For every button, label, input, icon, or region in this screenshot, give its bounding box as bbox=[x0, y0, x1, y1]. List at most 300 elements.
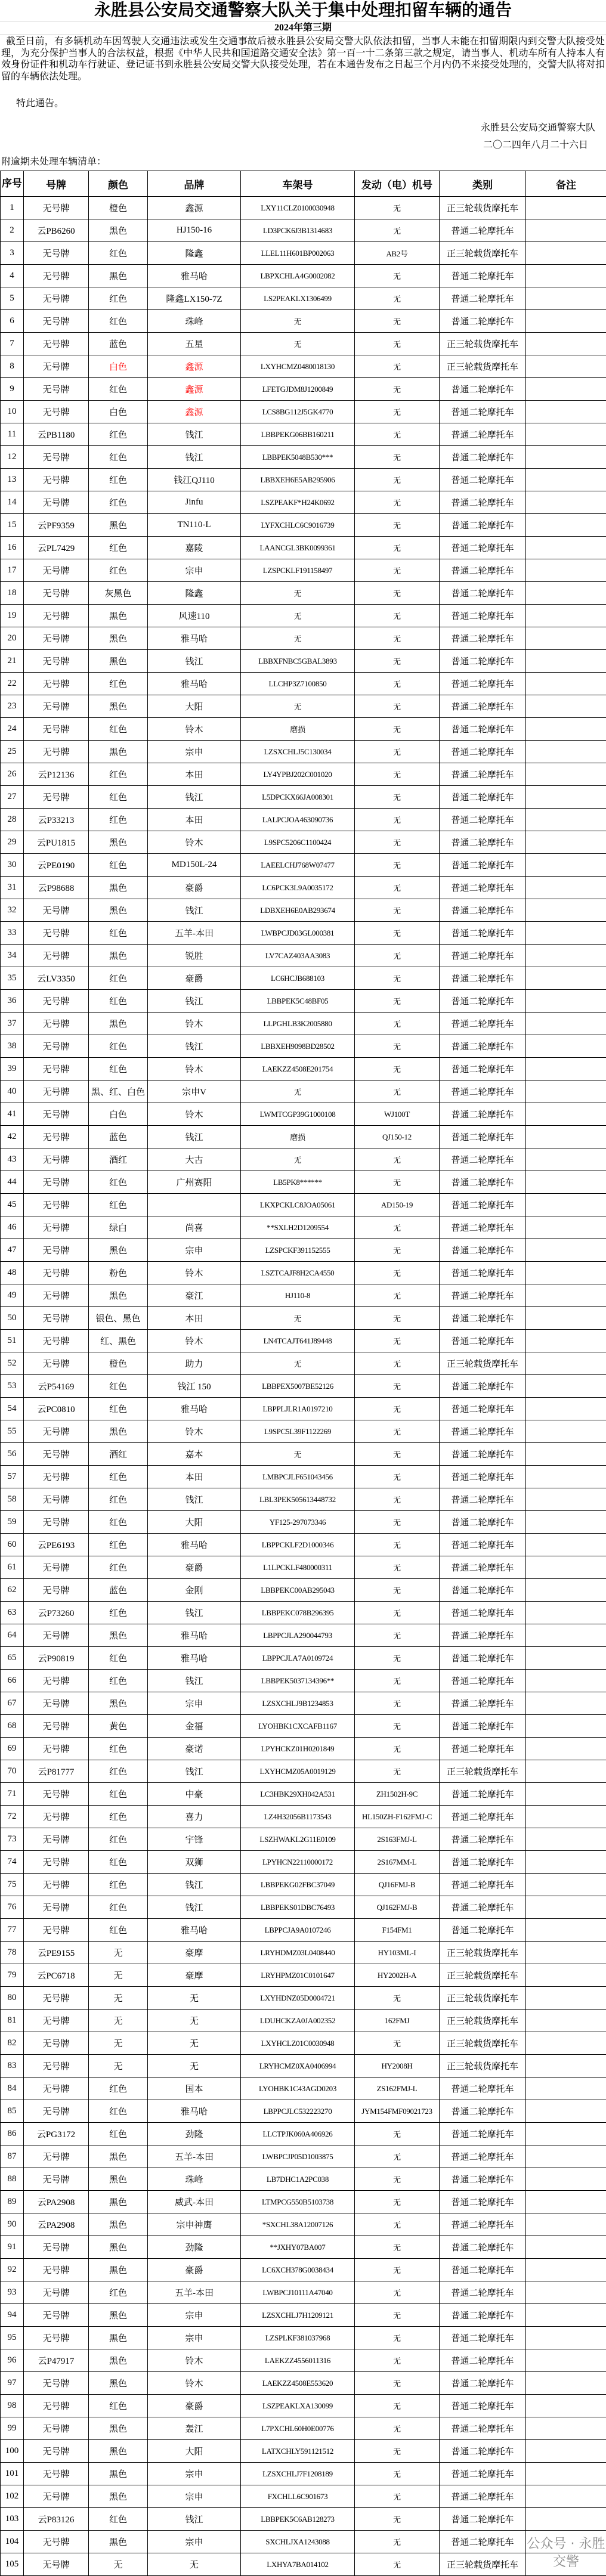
cell-brand: 宗申 bbox=[148, 2304, 241, 2327]
cell-index: 21 bbox=[1, 650, 24, 673]
cell-plate: 无号牌 bbox=[24, 673, 89, 695]
cell-index: 66 bbox=[1, 1670, 24, 1692]
cell-engine: 无 bbox=[355, 1148, 440, 1171]
cell-brand: 助力 bbox=[148, 1352, 241, 1375]
cell-engine: QJ150-12 bbox=[355, 1126, 440, 1148]
cell-brand: 雅马哈 bbox=[148, 673, 241, 695]
cell-type: 普通二轮摩托车 bbox=[440, 446, 526, 469]
cell-type: 普通二轮摩托车 bbox=[440, 2191, 526, 2213]
cell-brand: 嘉陵 bbox=[148, 537, 241, 559]
cell-vin: LSZTCAJF8H2CA4550 bbox=[241, 1262, 355, 1284]
table-row bbox=[1, 401, 606, 423]
cell-vin: LBPPCJLA7A0109724 bbox=[241, 1647, 355, 1670]
cell-index: 45 bbox=[1, 1194, 24, 1216]
cell-vin: 无 bbox=[241, 582, 355, 605]
cell-brand: 嘉本 bbox=[148, 1443, 241, 1466]
cell-plate: 无号牌 bbox=[24, 1216, 89, 1239]
cell-brand: 宗申 bbox=[148, 2463, 241, 2485]
attachment-label: 附逾期未处理车辆清单： bbox=[0, 156, 606, 169]
cell-engine: 无 bbox=[355, 1511, 440, 1534]
cell-index: 48 bbox=[1, 1262, 24, 1284]
cell-color: 红色 bbox=[89, 922, 148, 945]
cell-plate: 云PU1815 bbox=[24, 831, 89, 854]
cell-engine: 无 bbox=[355, 967, 440, 990]
cell-type: 普通二轮摩托车 bbox=[440, 1216, 526, 1239]
cell-vin: LB7DHC1A2PC038 bbox=[241, 2168, 355, 2191]
cell-remark bbox=[526, 1058, 606, 1080]
cell-vin: LLEL11H601BP002063 bbox=[241, 242, 355, 265]
cell-index: 3 bbox=[1, 242, 24, 265]
cell-index: 54 bbox=[1, 1398, 24, 1420]
cell-plate: 无号牌 bbox=[24, 1035, 89, 1058]
cell-vin: LBBPEKC078B296395 bbox=[241, 1602, 355, 1624]
cell-remark bbox=[526, 990, 606, 1013]
cell-vin: L5DPCKX66JA008301 bbox=[241, 786, 355, 809]
cell-type: 正三轮载货摩托车 bbox=[440, 1352, 526, 1375]
cell-vin: LRYHPMZ01C0101647 bbox=[241, 1964, 355, 1987]
cell-color: 红色 bbox=[89, 1828, 148, 1851]
cell-vin: LSZPEAKLXA130099 bbox=[241, 2395, 355, 2417]
table-row bbox=[1, 1126, 606, 1148]
cell-remark bbox=[526, 1307, 606, 1330]
cell-remark bbox=[526, 1466, 606, 1488]
table-row bbox=[1, 1806, 606, 1828]
table-row bbox=[1, 695, 606, 718]
cell-index: 55 bbox=[1, 1420, 24, 1443]
cell-type: 普通二轮摩托车 bbox=[440, 1013, 526, 1035]
cell-engine: 无 bbox=[355, 1987, 440, 2010]
table-row bbox=[1, 1171, 606, 1194]
cell-brand: 宗申 bbox=[148, 1692, 241, 1715]
cell-remark bbox=[526, 2463, 606, 2485]
cell-plate: 无号牌 bbox=[24, 899, 89, 922]
cell-plate: 无号牌 bbox=[24, 2304, 89, 2327]
cell-engine: 无 bbox=[355, 922, 440, 945]
cell-plate: 无号牌 bbox=[24, 990, 89, 1013]
cell-engine: 无 bbox=[355, 310, 440, 333]
table-row bbox=[1, 1307, 606, 1330]
cell-brand: 宗申 bbox=[148, 559, 241, 582]
cell-remark bbox=[526, 197, 606, 219]
cell-vin: LBBPEK5C48BF05 bbox=[241, 990, 355, 1013]
cell-plate: 无号牌 bbox=[24, 1103, 89, 1126]
cell-index: 75 bbox=[1, 1874, 24, 1896]
cell-type: 普通二轮摩托车 bbox=[440, 265, 526, 287]
table-row bbox=[1, 1352, 606, 1375]
cell-index: 59 bbox=[1, 1511, 24, 1534]
table-row bbox=[1, 1964, 606, 1987]
cell-color: 黑色 bbox=[89, 1284, 148, 1307]
cell-vin: LBL3PEK505613448732 bbox=[241, 1488, 355, 1511]
cell-brand: 五星 bbox=[148, 333, 241, 355]
cell-index: 60 bbox=[1, 1534, 24, 1556]
cell-brand: 轰江 bbox=[148, 2417, 241, 2440]
cell-color: 红色 bbox=[89, 2281, 148, 2304]
cell-brand: 无 bbox=[148, 2553, 241, 2576]
cell-vin: LBPPLJLR1A0197210 bbox=[241, 1398, 355, 1420]
cell-remark bbox=[526, 2168, 606, 2191]
cell-plate: 无号牌 bbox=[24, 1080, 89, 1103]
cell-remark bbox=[526, 1556, 606, 1579]
cell-type: 普通二轮摩托车 bbox=[440, 718, 526, 741]
cell-vin: LZSPCKLF191158497 bbox=[241, 559, 355, 582]
cell-plate: 云P73260 bbox=[24, 1602, 89, 1624]
cell-remark bbox=[526, 1103, 606, 1126]
cell-type: 普通二轮摩托车 bbox=[440, 219, 526, 242]
cell-engine: 162FMJ bbox=[355, 2010, 440, 2032]
cell-engine: 无 bbox=[355, 446, 440, 469]
cell-vin: LBBXEH6E5AB295906 bbox=[241, 469, 355, 491]
cell-type: 普通二轮摩托车 bbox=[440, 990, 526, 1013]
cell-remark bbox=[526, 1375, 606, 1398]
cell-vin: LAEKZZ4508E201754 bbox=[241, 1058, 355, 1080]
col-header-remark: 备注 bbox=[526, 171, 606, 197]
cell-remark bbox=[526, 378, 606, 401]
cell-index: 34 bbox=[1, 945, 24, 967]
cell-plate: 无号牌 bbox=[24, 945, 89, 967]
cell-engine: 无 bbox=[355, 1171, 440, 1194]
table-row bbox=[1, 1670, 606, 1692]
table-row bbox=[1, 2168, 606, 2191]
cell-engine: 无 bbox=[355, 1670, 440, 1692]
cell-type: 普通二轮摩托车 bbox=[440, 1715, 526, 1738]
cell-engine: 无 bbox=[355, 2145, 440, 2168]
cell-plate: 无号牌 bbox=[24, 2100, 89, 2123]
cell-remark bbox=[526, 2259, 606, 2281]
cell-type: 正三轮载货摩托车 bbox=[440, 242, 526, 265]
cell-plate: 云PE0190 bbox=[24, 854, 89, 877]
cell-remark bbox=[526, 1035, 606, 1058]
cell-plate: 云P33213 bbox=[24, 809, 89, 831]
cell-type: 普通二轮摩托车 bbox=[440, 2417, 526, 2440]
cell-color: 红色 bbox=[89, 786, 148, 809]
cell-remark bbox=[526, 1828, 606, 1851]
cell-index: 14 bbox=[1, 491, 24, 514]
cell-brand: 钱江 bbox=[148, 786, 241, 809]
cell-vin: 无 bbox=[241, 605, 355, 627]
cell-type: 普通二轮摩托车 bbox=[440, 287, 526, 310]
cell-index: 32 bbox=[1, 899, 24, 922]
cell-color: 红色 bbox=[89, 1556, 148, 1579]
cell-brand: 豪江 bbox=[148, 1284, 241, 1307]
cell-engine: QJ162FMJ-B bbox=[355, 1896, 440, 1919]
cell-color: 无 bbox=[89, 2055, 148, 2077]
cell-vin: L1LPCKLF480000311 bbox=[241, 1556, 355, 1579]
cell-index: 70 bbox=[1, 1760, 24, 1783]
notice-title: 永胜县公安局交通警察大队关于集中处理扣留车辆的通告 bbox=[0, 0, 606, 22]
cell-plate: 无号牌 bbox=[24, 1851, 89, 1874]
cell-color: 黑色 bbox=[89, 2349, 148, 2372]
cell-engine: 无 bbox=[355, 673, 440, 695]
cell-index: 41 bbox=[1, 1103, 24, 1126]
cell-brand: 钱江 bbox=[148, 1035, 241, 1058]
cell-index: 27 bbox=[1, 786, 24, 809]
cell-color: 黑色 bbox=[89, 514, 148, 537]
cell-plate: 云P12136 bbox=[24, 763, 89, 786]
cell-index: 58 bbox=[1, 1488, 24, 1511]
cell-brand: 铃木 bbox=[148, 1058, 241, 1080]
cell-remark bbox=[526, 1398, 606, 1420]
cell-type: 普通二轮摩托车 bbox=[440, 786, 526, 809]
cell-index: 49 bbox=[1, 1284, 24, 1307]
cell-brand: 双狮 bbox=[148, 1851, 241, 1874]
cell-engine: 无 bbox=[355, 1284, 440, 1307]
table-row bbox=[1, 2236, 606, 2259]
cell-color: 红色 bbox=[89, 1647, 148, 1670]
cell-vin: LTMPCG550B5103738 bbox=[241, 2191, 355, 2213]
cell-remark bbox=[526, 287, 606, 310]
cell-remark bbox=[526, 945, 606, 967]
cell-engine: 无 bbox=[355, 2440, 440, 2463]
table-row bbox=[1, 219, 606, 242]
cell-index: 79 bbox=[1, 1964, 24, 1987]
cell-index: 43 bbox=[1, 1148, 24, 1171]
cell-index: 105 bbox=[1, 2553, 24, 2576]
cell-color: 黄色 bbox=[89, 1715, 148, 1738]
cell-color: 红色 bbox=[89, 446, 148, 469]
cell-brand: 钱江 bbox=[148, 1488, 241, 1511]
cell-remark bbox=[526, 582, 606, 605]
cell-vin: LBPXCHLA4G0002082 bbox=[241, 265, 355, 287]
cell-vin: LDBXEH6E0AB293674 bbox=[241, 899, 355, 922]
cell-vin: LXY11CLZ0100030948 bbox=[241, 197, 355, 219]
cell-type: 普通二轮摩托车 bbox=[440, 2213, 526, 2236]
cell-brand: 雅马哈 bbox=[148, 627, 241, 650]
cell-index: 88 bbox=[1, 2168, 24, 2191]
cell-remark bbox=[526, 2395, 606, 2417]
cell-type: 普通二轮摩托车 bbox=[440, 967, 526, 990]
cell-remark bbox=[526, 423, 606, 446]
cell-plate: 无号牌 bbox=[24, 1284, 89, 1307]
table-row bbox=[1, 2191, 606, 2213]
cell-vin: 无 bbox=[241, 1080, 355, 1103]
cell-color: 黑色 bbox=[89, 831, 148, 854]
cell-type: 正三轮载货摩托车 bbox=[440, 333, 526, 355]
cell-type: 普通二轮摩托车 bbox=[440, 2168, 526, 2191]
cell-type: 普通二轮摩托车 bbox=[440, 2531, 526, 2553]
cell-brand: 金福 bbox=[148, 1715, 241, 1738]
cell-index: 6 bbox=[1, 310, 24, 333]
cell-engine: 无 bbox=[355, 2032, 440, 2055]
cell-engine: 无 bbox=[355, 2259, 440, 2281]
cell-remark bbox=[526, 1330, 606, 1352]
cell-brand: 雅马哈 bbox=[148, 2100, 241, 2123]
cell-vin: LXYHCLZ01C0030948 bbox=[241, 2032, 355, 2055]
cell-vin: LRYHDMZ03L0408440 bbox=[241, 1942, 355, 1964]
cell-type: 普通二轮摩托车 bbox=[440, 1330, 526, 1352]
cell-vin: LBPPCJLC532223270 bbox=[241, 2100, 355, 2123]
cell-engine: 无 bbox=[355, 265, 440, 287]
cell-color: 黑色 bbox=[89, 2327, 148, 2349]
cell-vin: LBBPEKS01DBC76493 bbox=[241, 1896, 355, 1919]
cell-remark bbox=[526, 967, 606, 990]
table-row bbox=[1, 1942, 606, 1964]
cell-color: 蓝色 bbox=[89, 1579, 148, 1602]
cell-brand: 钱江 bbox=[148, 1896, 241, 1919]
table-row bbox=[1, 1080, 606, 1103]
table-row bbox=[1, 1692, 606, 1715]
cell-vin: LXHYA7BA014102 bbox=[241, 2553, 355, 2576]
cell-color: 灰黑色 bbox=[89, 582, 148, 605]
cell-brand: 金刚 bbox=[148, 1579, 241, 1602]
cell-brand: 宗申 bbox=[148, 2485, 241, 2508]
cell-remark bbox=[526, 922, 606, 945]
cell-type: 普通二轮摩托车 bbox=[440, 922, 526, 945]
cell-index: 29 bbox=[1, 831, 24, 854]
cell-plate: 无号牌 bbox=[24, 491, 89, 514]
cell-brand: 钱江 bbox=[148, 1126, 241, 1148]
cell-type: 普通二轮摩托车 bbox=[440, 1171, 526, 1194]
cell-index: 26 bbox=[1, 763, 24, 786]
cell-vin: LYOHBK1CXCAFB1167 bbox=[241, 1715, 355, 1738]
cell-engine: 2S163FMJ-L bbox=[355, 1828, 440, 1851]
cell-color: 黑色 bbox=[89, 1420, 148, 1443]
cell-index: 78 bbox=[1, 1942, 24, 1964]
table-row bbox=[1, 741, 606, 763]
cell-remark bbox=[526, 605, 606, 627]
cell-plate: 无号牌 bbox=[24, 627, 89, 650]
cell-remark bbox=[526, 2281, 606, 2304]
cell-vin: LZ4H32056B1173543 bbox=[241, 1806, 355, 1828]
cell-index: 15 bbox=[1, 514, 24, 537]
cell-plate: 无号牌 bbox=[24, 2395, 89, 2417]
cell-remark bbox=[526, 1579, 606, 1602]
cell-plate: 云PE6193 bbox=[24, 1534, 89, 1556]
table-row bbox=[1, 877, 606, 899]
cell-vin: LFETGJDM8J1200849 bbox=[241, 378, 355, 401]
cell-remark bbox=[526, 1806, 606, 1828]
cell-remark bbox=[526, 2145, 606, 2168]
table-header bbox=[1, 171, 606, 197]
cell-engine: 无 bbox=[355, 469, 440, 491]
cell-brand: 钱江 bbox=[148, 1602, 241, 1624]
cell-brand bbox=[148, 1194, 241, 1216]
cell-remark bbox=[526, 2485, 606, 2508]
cell-engine: 无 bbox=[355, 401, 440, 423]
cell-vin: LD3PCK6J3B1314683 bbox=[241, 219, 355, 242]
cell-vin: LSZHWAKL2G11E0109 bbox=[241, 1828, 355, 1851]
cell-engine: 无 bbox=[355, 1647, 440, 1670]
cell-plate: 云PG3172 bbox=[24, 2123, 89, 2145]
cell-type: 普通二轮摩托车 bbox=[440, 1126, 526, 1148]
cell-plate: 无号牌 bbox=[24, 922, 89, 945]
cell-engine: 无 bbox=[355, 1556, 440, 1579]
cell-index: 38 bbox=[1, 1035, 24, 1058]
cell-engine: 无 bbox=[355, 1013, 440, 1035]
table-row bbox=[1, 582, 606, 605]
cell-vin: LRYHCMZ0XA0406994 bbox=[241, 2055, 355, 2077]
table-row bbox=[1, 242, 606, 265]
cell-plate: 无号牌 bbox=[24, 1262, 89, 1284]
cell-remark bbox=[526, 2531, 606, 2553]
cell-engine: 无 bbox=[355, 1692, 440, 1715]
cell-type: 普通二轮摩托车 bbox=[440, 514, 526, 537]
cell-plate: 无号牌 bbox=[24, 2531, 89, 2553]
cell-engine: ZS162FMJ-L bbox=[355, 2077, 440, 2100]
table-row bbox=[1, 1466, 606, 1488]
cell-type: 普通二轮摩托车 bbox=[440, 1194, 526, 1216]
cell-remark bbox=[526, 2032, 606, 2055]
cell-color: 红色 bbox=[89, 1488, 148, 1511]
cell-vin: LWBPCJP05D1003875 bbox=[241, 2145, 355, 2168]
cell-type: 普通二轮摩托车 bbox=[440, 423, 526, 446]
cell-engine: 无 bbox=[355, 2485, 440, 2508]
cell-plate: 无号牌 bbox=[24, 1715, 89, 1738]
cell-type: 普通二轮摩托车 bbox=[440, 1602, 526, 1624]
cell-color: 黑色 bbox=[89, 650, 148, 673]
cell-vin: LYOHBK1C43AGD0203 bbox=[241, 2077, 355, 2100]
cell-vin: LPYHCN22110000172 bbox=[241, 1851, 355, 1874]
cell-engine: 无 bbox=[355, 537, 440, 559]
cell-index: 90 bbox=[1, 2213, 24, 2236]
cell-vin: LBBPEKC00AB295043 bbox=[241, 1579, 355, 1602]
cell-engine: 无 bbox=[355, 899, 440, 922]
table-row bbox=[1, 2032, 606, 2055]
watermark: 公众号 · 永胜交警 bbox=[527, 2535, 605, 2571]
col-header-type: 类别 bbox=[440, 171, 526, 197]
cell-index: 24 bbox=[1, 718, 24, 741]
cell-index: 89 bbox=[1, 2191, 24, 2213]
cell-brand: 豪爵 bbox=[148, 2259, 241, 2281]
cell-type: 普通二轮摩托车 bbox=[440, 2123, 526, 2145]
cell-vin: LWBPCJ10111A47040 bbox=[241, 2281, 355, 2304]
cell-index: 81 bbox=[1, 2010, 24, 2032]
cell-index: 17 bbox=[1, 559, 24, 582]
table-row bbox=[1, 2395, 606, 2417]
cell-engine: 无 bbox=[355, 1398, 440, 1420]
cell-type: 普通二轮摩托车 bbox=[440, 2100, 526, 2123]
cell-engine: 无 bbox=[355, 2395, 440, 2417]
cell-engine: 无 bbox=[355, 2213, 440, 2236]
cell-index: 33 bbox=[1, 922, 24, 945]
cell-type: 普通二轮摩托车 bbox=[440, 1443, 526, 1466]
cell-type: 普通二轮摩托车 bbox=[440, 537, 526, 559]
cell-color: 黑色 bbox=[89, 2417, 148, 2440]
vehicle-table bbox=[0, 171, 606, 2576]
cell-brand: 大古 bbox=[148, 1148, 241, 1171]
cell-vin: LBBPEKG02FBC37049 bbox=[241, 1874, 355, 1896]
cell-index: 57 bbox=[1, 1466, 24, 1488]
cell-brand: 鑫源 bbox=[148, 197, 241, 219]
cell-type: 普通二轮摩托车 bbox=[440, 1534, 526, 1556]
col-header-color: 颜色 bbox=[89, 171, 148, 197]
cell-plate: 无号牌 bbox=[24, 1738, 89, 1760]
cell-brand: 广州赛阳 bbox=[148, 1171, 241, 1194]
cell-vin: LALPCJOA463090736 bbox=[241, 809, 355, 831]
cell-index: 30 bbox=[1, 854, 24, 877]
cell-type: 普通二轮摩托车 bbox=[440, 1919, 526, 1942]
cell-remark bbox=[526, 2236, 606, 2259]
cell-remark bbox=[526, 559, 606, 582]
cell-type: 普通二轮摩托车 bbox=[440, 1466, 526, 1488]
cell-index: 76 bbox=[1, 1896, 24, 1919]
cell-remark bbox=[526, 1647, 606, 1670]
cell-color: 红、黑色 bbox=[89, 1330, 148, 1352]
cell-engine: 无 bbox=[355, 1420, 440, 1443]
cell-type: 普通二轮摩托车 bbox=[440, 2304, 526, 2327]
cell-color: 红色 bbox=[89, 2100, 148, 2123]
cell-remark bbox=[526, 537, 606, 559]
cell-engine: 无 bbox=[355, 763, 440, 786]
table-row bbox=[1, 967, 606, 990]
cell-plate: 无号牌 bbox=[24, 1148, 89, 1171]
cell-engine: 无 bbox=[355, 2463, 440, 2485]
table-row bbox=[1, 1194, 606, 1216]
cell-color: 红色 bbox=[89, 491, 148, 514]
cell-plate: 无号牌 bbox=[24, 265, 89, 287]
cell-color: 红色 bbox=[89, 1896, 148, 1919]
signature: 永胜县公安局交通警察大队 bbox=[0, 122, 606, 135]
